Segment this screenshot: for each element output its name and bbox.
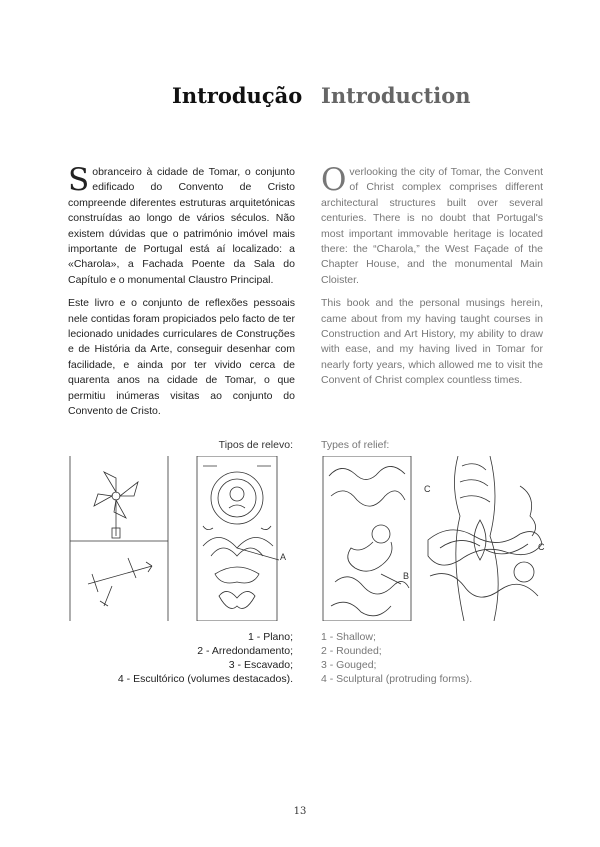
- intro-paragraph-pt-2: Este livro e o conjunto de reflexões pessoais nele contidas foram propiciados pelo facto de ter lecionado unidades curriculares de Construções e de História da Arte, conseguir desenhar com facilidade, e ainda por ter vivido cerca de quarenta anos na cidade de Tomar, o que permitiu inúmeras visitas ao conjunto do Convento de Cristo.: [68, 297, 295, 418]
- relief-drawing-gouged: [321, 456, 416, 621]
- relief-drawing-sculptural: [420, 456, 546, 621]
- relief-mark-b: B: [403, 571, 410, 581]
- intro-paragraph-pt-1: [68, 162, 295, 288]
- relief-legend-en-item: 1 - Shallow;: [321, 631, 376, 643]
- relief-mark-c-right: C: [538, 542, 545, 552]
- page-number: 13: [293, 806, 307, 817]
- relief-drawing-rounded: [193, 456, 290, 621]
- intro-column-portuguese: [68, 162, 295, 428]
- title-english: Introduction: [321, 83, 471, 108]
- intro-paragraph-en-2: This book and the personal musings herein, came about from my having taught courses in Construction and Art History, my ability to draw with ease, and my having lived in Tomar for nearly forty years, which allowed me to visit the Convent of Christ complex countless times.: [321, 297, 543, 387]
- relief-mark-c-top: C: [424, 484, 431, 494]
- drop-cap-en: O: [321, 162, 347, 198]
- relief-legend-en-item: 2 - Rounded;: [321, 645, 382, 657]
- relief-legend-pt-item: 3 - Escavado;: [228, 659, 293, 671]
- relief-legend-en: [321, 630, 541, 686]
- intro-column-english: [321, 162, 543, 397]
- drop-cap-pt: S: [68, 162, 90, 198]
- relief-legend-pt-item: 4 - Escultórico (volumes destacados).: [117, 673, 293, 685]
- relief-legend-pt-item: 2 - Arredondamento;: [197, 645, 293, 657]
- intro-text-en-1: verlooking the city of Tomar, the Convent of Christ complex comprises different architectural structures built over several centuries. There is no doubt that Portugal's most important immovable heritage is located there: the “Charola,” the West Façade of the Chapter House, and the monumental Main Cloister.: [321, 166, 543, 286]
- intro-paragraph-en-1: [321, 162, 543, 288]
- relief-mark-a: A: [280, 552, 287, 562]
- relief-legend-pt-item: 1 - Plano;: [248, 631, 293, 643]
- relief-types-label-en: Types of relief:: [321, 439, 390, 451]
- intro-text-pt-1: obranceiro à cidade de Tomar, o conjunto edificado do Convento de Cristo compreende diferentes estruturas arquitetónicas construídas ao longo de vários séculos. Não existem dúvidas que o património imóvel mais importante de Portugal está aí localizado: a «Charola», a Fachada Poente da Sala do Capítulo e o monumental Claustro Principal.: [68, 166, 295, 286]
- relief-drawing-shallow: [68, 456, 170, 621]
- relief-legend-en-item: 3 - Gouged;: [321, 659, 377, 671]
- relief-types-label-pt: Tipos de relevo:: [218, 439, 293, 451]
- relief-legend-pt: [100, 630, 293, 686]
- relief-legend-en-item: 4 - Sculptural (protruding forms).: [321, 673, 473, 685]
- title-portuguese: Introdução: [172, 83, 303, 108]
